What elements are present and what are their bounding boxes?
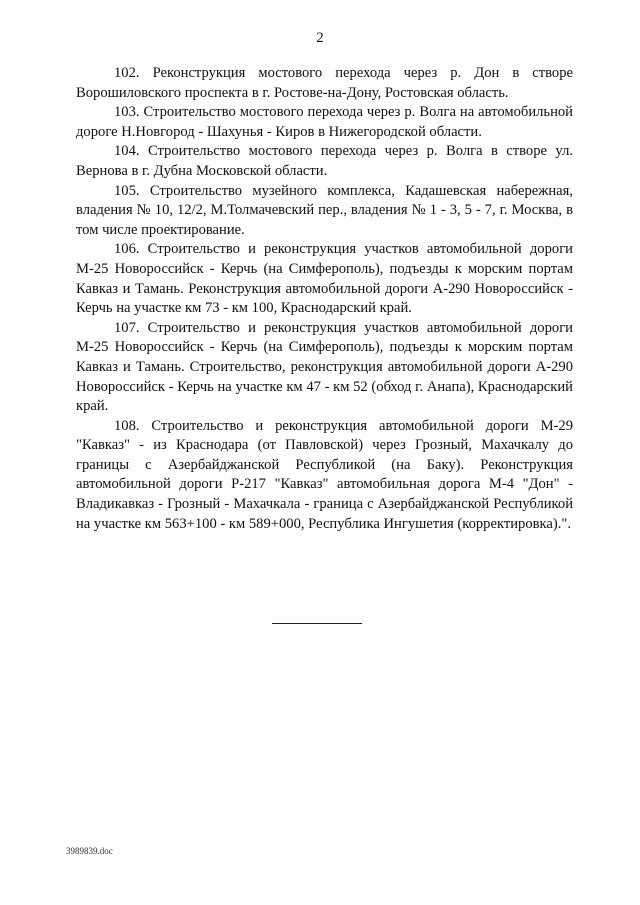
list-item-103: 103. Строительство мостового перехода через р. Волга на автомобильной дороге Н.Новгород - Шахунья - Киров в Нижегородской области. (76, 104, 573, 140)
list-item-106: 106. Строительство и реконструкция участков автомобильной дороги М-25 Новороссийск - Керчь (на Симферополь), подъезды к морским портам Кавказ и Тамань. Реконструкция автомобильной дороги А-290 Новороссийск - Керчь на участке км 73 - км 100, Краснодарский край. (76, 241, 573, 317)
list-item-107: 107. Строительство и реконструкция участков автомобильной дороги М-25 Новороссийск - Керчь (на Симферополь), подъезды к морским портам Кавказ и Тамань. Строительство, реконструкция автомобильной дороги А-290 Новороссийск - Керчь на участке км 47 - км 52 (обход г. Анапа), Краснодарский край. (76, 319, 573, 415)
list-item-105: 105. Строительство музейного комплекса, Кадашевская набережная, владения № 10, 12/2, М.Толмачевский пер., владения № 1 - 3, 5 - 7, г. Москва, в том числе проектирование. (76, 182, 573, 238)
page-number: 2 (316, 30, 324, 46)
document-body (76, 64, 573, 534)
list-item-102: 102. Реконструкция мостового перехода через р. Дон в створе Ворошиловского проспекта в г. Ростове-на-Дону, Ростовская область. (76, 65, 573, 101)
footer-file-name: 3989839.doc (66, 846, 113, 856)
end-separator-line (272, 623, 362, 624)
list-item-108: 108. Строительство и реконструкция автомобильной дороги М-29 "Кавказ" - из Краснодара (от Павловской) через Грозный, Махачкалу до границы с Азербайджанской Республикой (на Баку). Реконструкция автомобильной дороги Р-217 "Кавказ" автомобильная дорога М-4 "Дон" - Владикавказ - Грозный - Махачкала - граница с Азербайджанской Республикой на участке км 563+100 - км 589+000, Республика Ингушетия (корректировка).". (76, 417, 573, 532)
list-item-104: 104. Строительство мостового перехода через р. Волга в створе ул. Вернова в г. Дубна Московской области. (76, 143, 573, 179)
